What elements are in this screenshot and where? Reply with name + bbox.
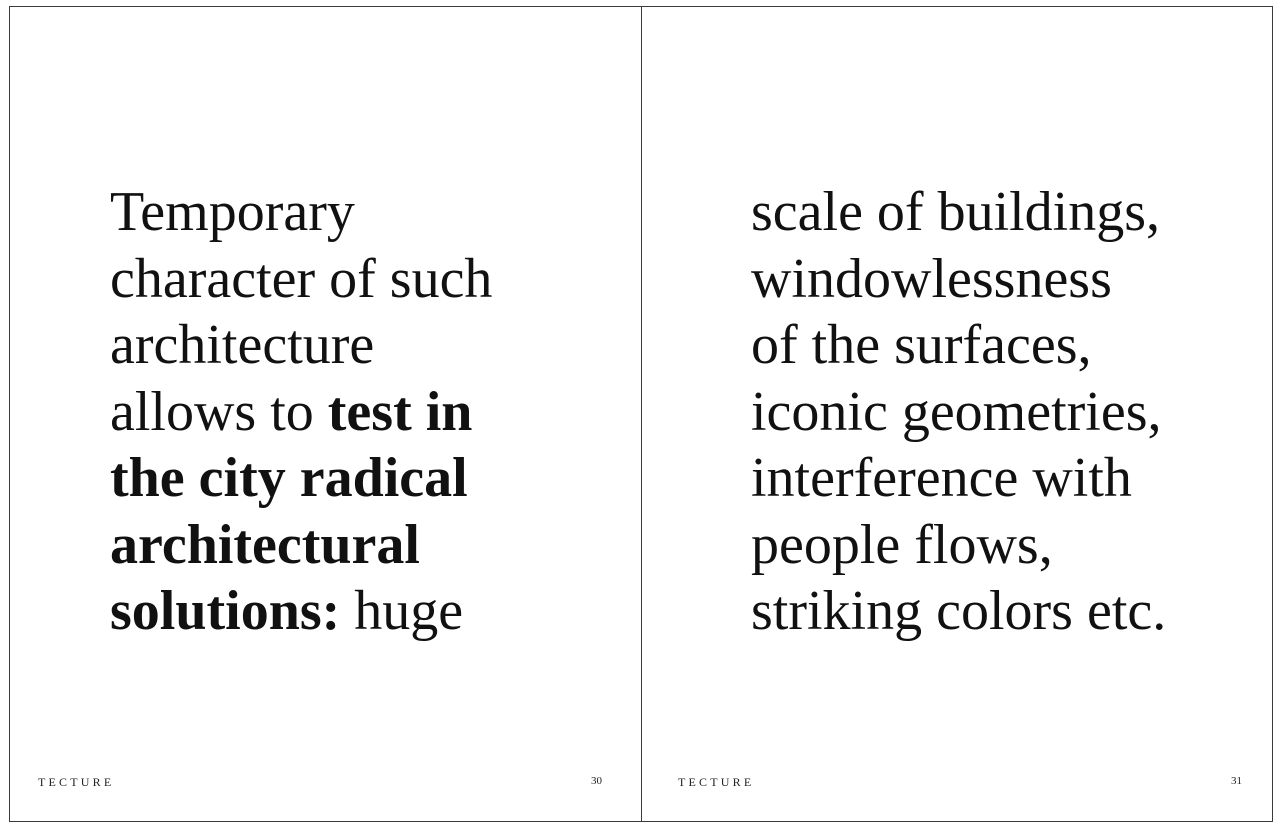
left-running-head: TECTURE: [38, 775, 115, 789]
text-line: [110, 578, 492, 645]
text-line: [110, 512, 492, 579]
text-run: of the surfaces,: [751, 314, 1092, 376]
text-run: windowlessness: [751, 247, 1112, 310]
right-running-head: TECTURE: [678, 775, 755, 789]
text-line: [751, 246, 1166, 313]
text-line: [110, 445, 492, 512]
right-page-body-text: [751, 179, 1166, 645]
text-run: people flows,: [751, 513, 1053, 576]
text-line: [751, 312, 1166, 379]
text-run: iconic geometries,: [751, 380, 1162, 443]
left-page-number: 30: [591, 775, 602, 787]
right-page: [642, 7, 1273, 821]
bold-text-run: architectural: [110, 513, 420, 576]
text-line: [751, 512, 1166, 579]
text-line: [110, 179, 492, 246]
text-run: scale of buildings,: [751, 181, 1161, 243]
left-page-body-text: [110, 179, 492, 645]
bold-text-run: the city radical: [110, 447, 468, 509]
text-line: [751, 379, 1166, 446]
text-run: architecture: [110, 314, 375, 376]
text-line: [751, 445, 1166, 512]
bold-text-run: solutions:: [110, 580, 341, 642]
text-line: [751, 179, 1166, 246]
text-run: interference with: [751, 447, 1132, 509]
right-page-number: 31: [1231, 775, 1242, 787]
text-run: character of such: [110, 247, 493, 310]
bold-text-run: test in: [327, 380, 473, 443]
text-run: striking colors etc.: [751, 580, 1167, 642]
text-run: huge: [340, 580, 464, 642]
text-line: [751, 578, 1166, 645]
text-line: [110, 379, 492, 446]
left-page: [10, 7, 641, 821]
book-spread: [9, 6, 1273, 822]
text-line: [110, 246, 492, 313]
text-run: allows to: [110, 380, 328, 443]
text-line: [110, 312, 492, 379]
text-run: Temporary: [110, 181, 355, 243]
